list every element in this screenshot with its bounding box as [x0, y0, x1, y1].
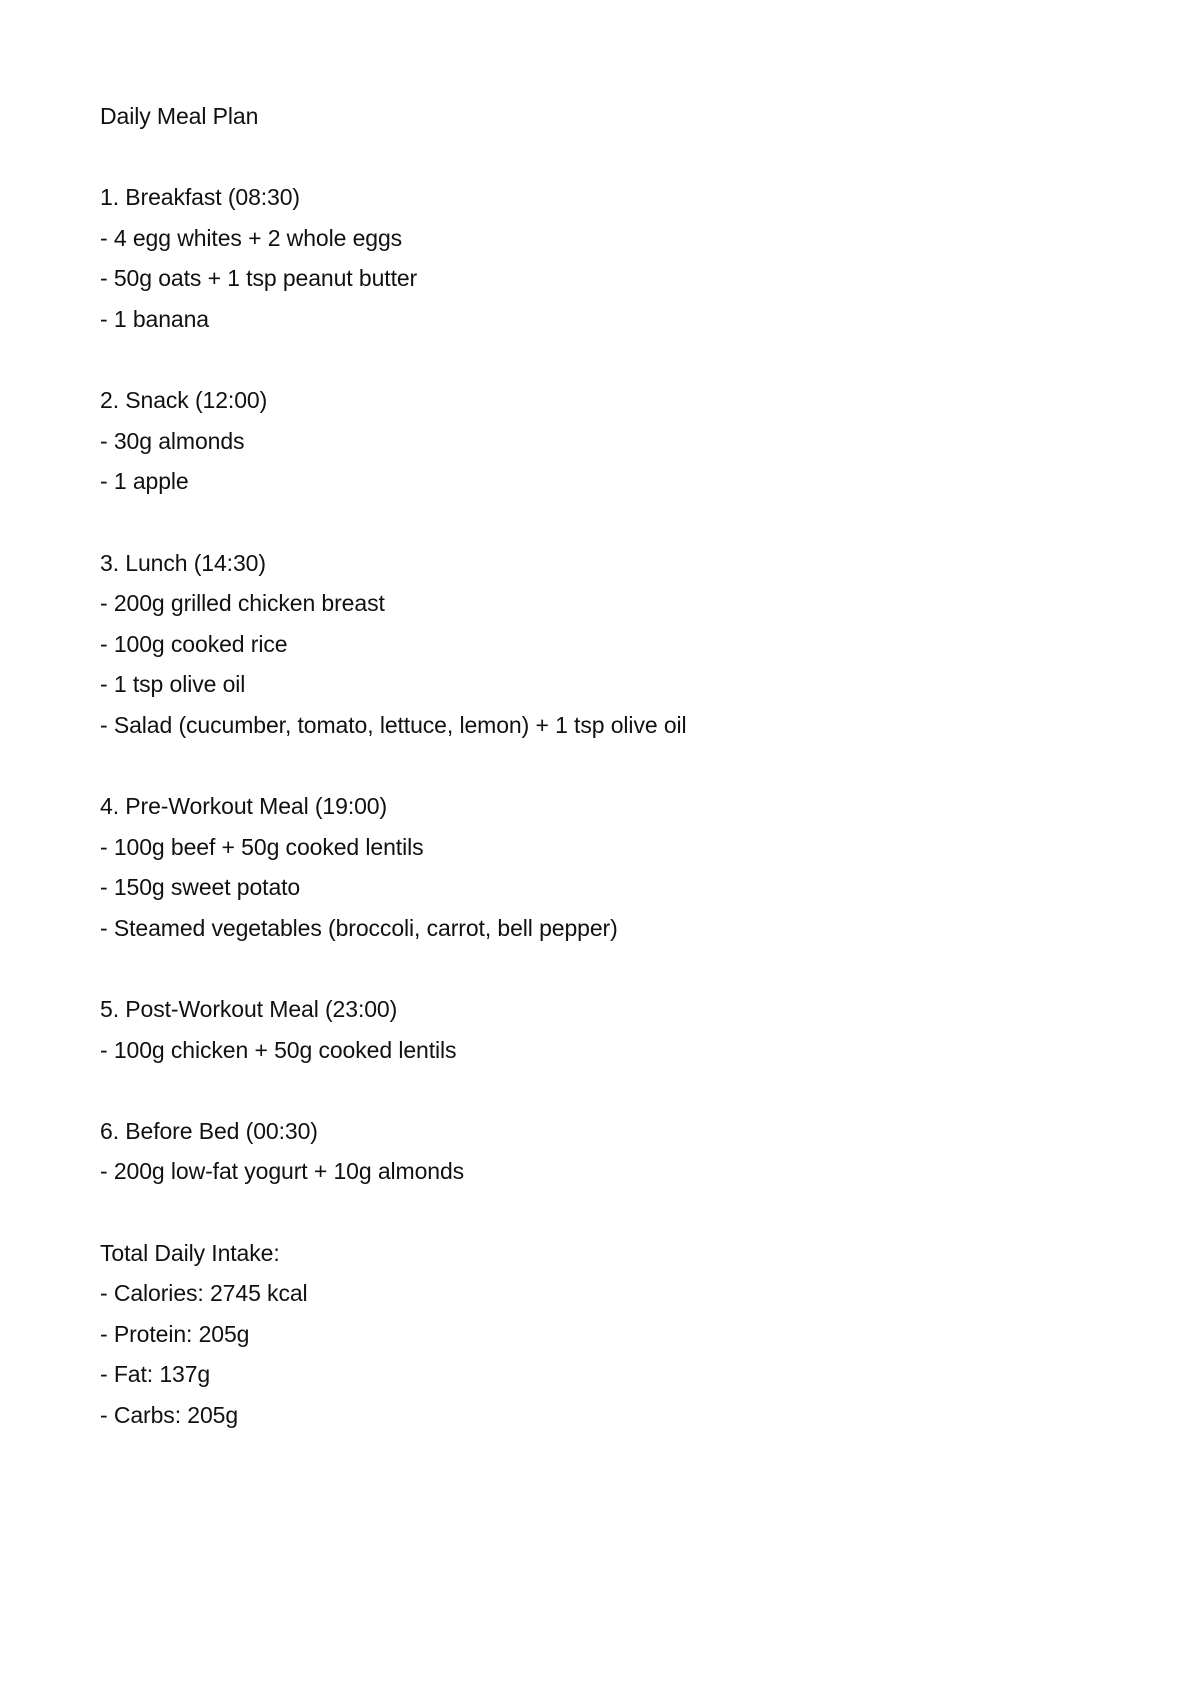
totals-heading: Total Daily Intake:	[100, 1239, 280, 1266]
spacer	[100, 1070, 1100, 1111]
meal-heading: 3. Lunch (14:30)	[100, 549, 266, 576]
spacer	[100, 137, 1100, 178]
totals-fat: - Fat: 137g	[100, 1361, 211, 1388]
meal-item: - 4 egg whites + 2 whole eggs	[100, 224, 403, 251]
daily-totals	[100, 1233, 1100, 1436]
meal-lunch	[100, 543, 1100, 746]
meal-heading: 6. Before Bed (00:30)	[100, 1117, 318, 1144]
meal-item: - 1 banana	[100, 305, 209, 332]
spacer	[100, 746, 1100, 787]
meal-item: - 150g sweet potato	[100, 874, 301, 901]
meal-item: - 200g grilled chicken breast	[100, 590, 385, 617]
document-body	[100, 96, 1100, 1436]
meal-breakfast	[100, 177, 1100, 339]
meal-item: - 100g cooked rice	[100, 630, 288, 657]
meal-item: - Salad (cucumber, tomato, lettuce, lemon) + 1 tsp olive oil	[100, 711, 687, 738]
meal-item: - 30g almonds	[100, 427, 245, 454]
meal-heading: 1. Breakfast (08:30)	[100, 184, 300, 211]
document-title: Daily Meal Plan	[100, 103, 259, 129]
meal-item: - 200g low-fat yogurt + 10g almonds	[100, 1158, 465, 1185]
totals-calories: - Calories: 2745 kcal	[100, 1280, 308, 1307]
meal-pre-workout	[100, 786, 1100, 948]
meal-item: - 1 apple	[100, 468, 189, 495]
meal-before-bed	[100, 1111, 1100, 1192]
meal-item: - 100g beef + 50g cooked lentils	[100, 833, 424, 860]
spacer	[100, 1192, 1100, 1233]
spacer	[100, 340, 1100, 381]
meal-snack	[100, 380, 1100, 502]
meal-heading: 5. Post-Workout Meal (23:00)	[100, 996, 398, 1023]
meal-post-workout	[100, 989, 1100, 1070]
meal-heading: 4. Pre-Workout Meal (19:00)	[100, 793, 388, 820]
spacer	[100, 948, 1100, 989]
meal-item: - 50g oats + 1 tsp peanut butter	[100, 265, 418, 292]
meal-heading: 2. Snack (12:00)	[100, 387, 268, 414]
meal-item: - Steamed vegetables (broccoli, carrot, bell pepper)	[100, 914, 618, 941]
spacer	[100, 502, 1100, 543]
totals-carbs: - Carbs: 205g	[100, 1402, 239, 1428]
totals-protein: - Protein: 205g	[100, 1320, 250, 1347]
meal-item: - 100g chicken + 50g cooked lentils	[100, 1036, 457, 1063]
meal-item: - 1 tsp olive oil	[100, 671, 246, 698]
